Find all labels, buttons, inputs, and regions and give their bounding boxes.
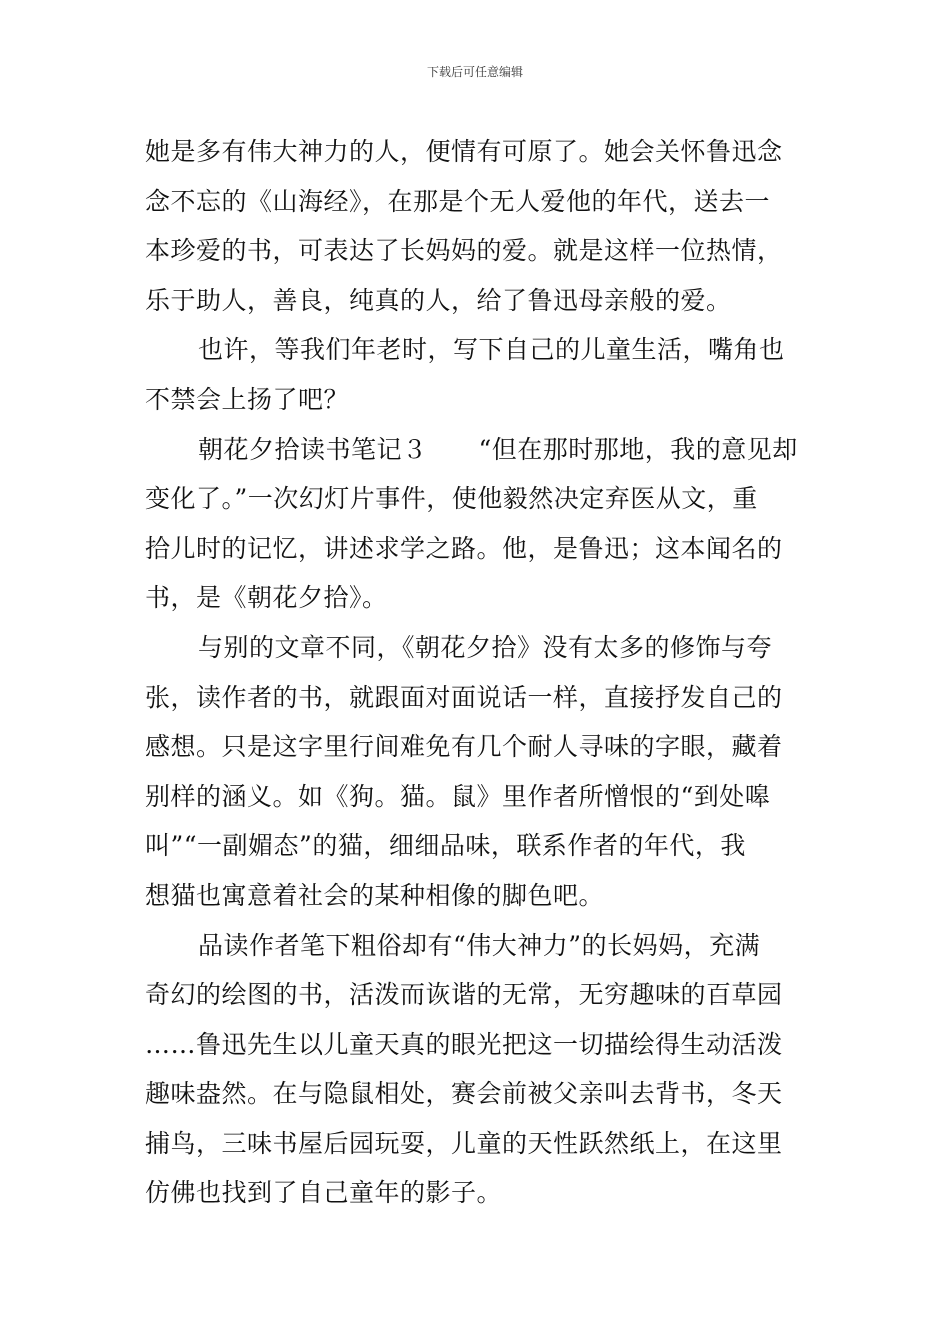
text-line: 别样的涵义。如《狗。猫。鼠》里作者所憎恨的“到处嗥 <box>145 781 771 811</box>
text-line: 仿佛也找到了自己童年的影子。 <box>145 1178 503 1208</box>
text-line: 拾儿时的记忆，讲述求学之路。他，是鲁迅；这本闻名的 <box>145 533 783 563</box>
paragraph-start-line: 朝花夕拾读书笔记３ “但在那时那地，我的意见却 <box>198 434 798 464</box>
paragraph-start-line: 与别的文章不同，《朝花夕拾》没有太多的修饰与夸 <box>198 632 773 662</box>
text-line: 感想。只是这字里行间难免有几个耐人寻味的字眼，藏着 <box>145 732 783 762</box>
text-line: 想猫也寓意着社会的某种相像的脚色吧。 <box>145 880 605 910</box>
document-body <box>145 127 811 1218</box>
text-line: 捕鸟，三味书屋后园玩耍，儿童的天性跃然纸上，在这里 <box>145 1128 783 1158</box>
text-line: 书，是《朝花夕拾》。 <box>145 583 388 613</box>
text-line: ……鲁迅先生以儿童天真的眼光把这一切描绘得生动活泼 <box>145 1029 783 1059</box>
text-line: 不禁会上扬了吧？ <box>145 384 350 414</box>
text-line: 叫”“一副媚态”的猫，细细品味，联系作者的年代，我 <box>145 831 746 861</box>
text-line: 奇幻的绘图的书，活泼而诙谐的无常，无穷趣味的百草园 <box>145 980 783 1010</box>
paragraph-start-line: 品读作者笔下粗俗却有“伟大神力”的长妈妈，充满 <box>198 930 761 960</box>
text-line: 念不忘的《山海经》，在那是个无人爱他的年代，送去一 <box>145 186 771 216</box>
text-line: 她是多有伟大神力的人，便情有可原了。她会关怀鲁迅念 <box>145 137 783 166</box>
text-line: 趣味盎然。在与隐鼠相处，赛会前被父亲叫去背书，冬天 <box>145 1079 783 1109</box>
paragraph-start-line: 也许，等我们年老时，写下自己的儿童生活，嘴角也 <box>198 335 785 365</box>
text-line: 乐于助人，善良，纯真的人，给了鲁迅母亲般的爱。 <box>145 285 732 315</box>
text-line: 变化了。”一次幻灯片事件，使他毅然决定弃医从文，重 <box>145 484 758 514</box>
text-line: 本珍爱的书，可表达了长妈妈的爱。就是这样一位热情， <box>145 236 783 266</box>
text-line: 张，读作者的书，就跟面对面说话一样，直接抒发自己的 <box>145 682 783 712</box>
page-header-note: 下载后可任意编辑 <box>426 65 523 79</box>
